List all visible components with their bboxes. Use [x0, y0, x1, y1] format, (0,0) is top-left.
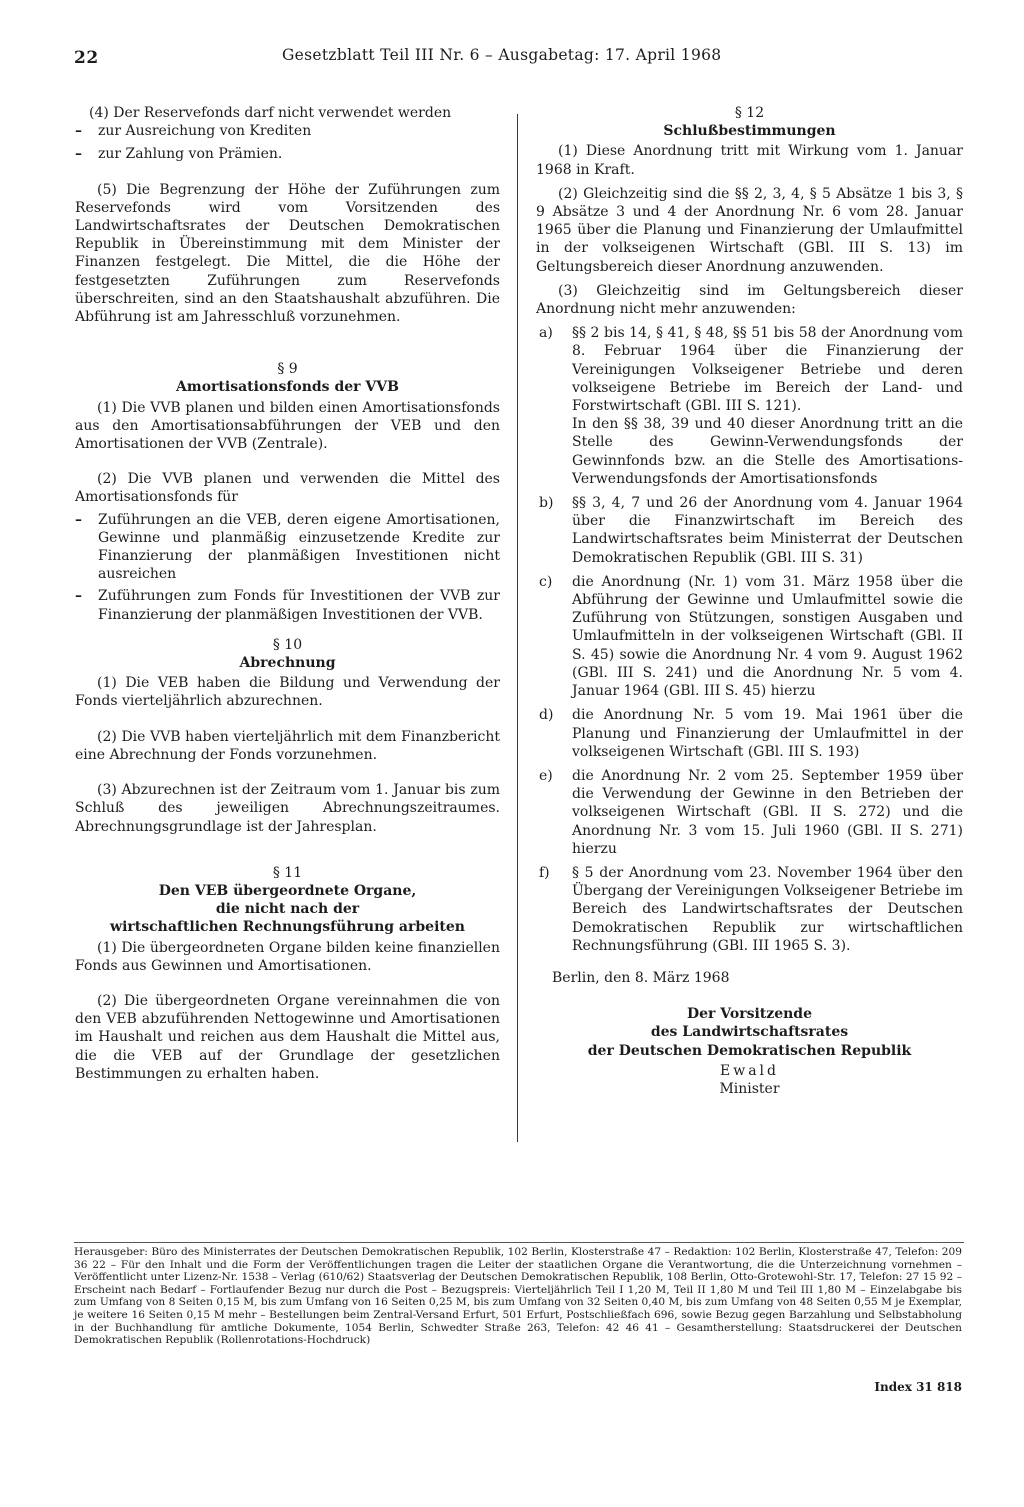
- signer-role: Minister: [719, 1080, 780, 1097]
- list-letter: a): [539, 325, 553, 342]
- section-12-paragraph-2: (2) Gleichzeitig sind die §§ 2, 3, 4, § 5 Absätze 1 bis 3, § 9 Absätze 3 und 4 der Anordnung Nr. 6 vom 28. Januar 1965 über die Planung und Finanzierung der Umlaufmittel in der volkseigenen Wirtschaft (GBl. III S. 13) im Geltungsbereich dieser Anordnung anzuwenden.: [536, 185, 963, 275]
- list-item-a-note: In den §§ 38, 39 und 40 dieser Anordnung tritt an die Stelle des Gewinn-Verwendungsfonds der Gewinnfonds bzw. an die Stelle des Amortisations-Verwendungsfonds der Amortisationsfonds: [572, 416, 963, 487]
- dash-bullet: –: [75, 123, 82, 140]
- list-item-b: b) §§ 3, 4, 7 und 26 der Anordnung vom 4. Januar 1964 über die Finanzwirtschaft im Bereich des Landwirtschaftsrates beim Ministerrat der Deutschen Demokratischen Republik (GBl. III S. 31): [539, 495, 963, 566]
- list-item-c: c) die Anordnung (Nr. 1) vom 31. März 1958 über die Abführung der Gewinne und Umlaufmittel sowie die Zuführung von Stützungen, sonstigen Ausgaben und Umlaufmitteln in der volkseigenen Wirtschaft (GBl. II S. 45) sowie die Anordnung Nr. 4 vom 9. August 1962 (GBl. III S. 241) und die Anordnung Nr. 5 vom 4. Januar 1964 (GBl. III S. 45) hierzu: [539, 573, 963, 700]
- publisher-imprint: Herausgeber: Büro des Ministerrates der Deutschen Demokratischen Republik, 102 Berlin, Klosterstraße 47 – Redaktion: 102 Berlin, Klosterstraße 47, Telefon: 209 36 22 – Für den Inhalt und die Form der Veröffentlichungen tragen die Leiter der staatlichen Organe die Verantwortung, die die Unterzeichnung vornehmen – Veröffentlicht unter Lizenz-Nr. 1538 – Verlag (610/62) Staatsverlag der Deutschen Demokratischen Republik, 108 Berlin, Otto-Grotewohl-Str. 17, Telefon: 27 15 92 – Erscheint nach Bedarf – Fortlaufender Bezug nur durch die Post – Bezugspreis: Vierteljährlich Teil I 1,20 M, Teil II 1,80 M und Teil III 1,80 M – Einzelabgabe bis zum Umfang von 8 Seiten 0,15 M, bis zum Umfang von 16 Seiten 0,25 M, bis zum Umfang von 32 Seiten 0,40 M, bis zum Umfang von 48 Seiten 0,55 M je Exemplar, je weitere 16 Seiten 0,15 M mehr – Bestellungen beim Zentral-Versand Erfurt, 501 Erfurt, Postschließfach 696, sowie Bezug gegen Barzahlung und Selbstabholung in der Buchhandlung für amtliche Dokumente, 1054 Berlin, Schwedter Straße 263, Telefon: 42 46 41 – Gesamtherstellung: Staatsdruckerei der Deutschen Demokratischen Republik (Rollenrotations-Hochdruck): [74, 1246, 962, 1347]
- section-12-paragraph-3-intro: (3) Gleichzeitig sind im Geltungsbereich dieser Anordnung nicht mehr anzuwenden:: [536, 282, 963, 318]
- section-9-title: Amortisationsfonds der VVB: [176, 379, 399, 396]
- section-10-number: § 10: [272, 636, 303, 653]
- list-item: – Zuführungen an die VEB, deren eigene Amortisationen, Gewinne und planmäßig einzusetzende Kredite zur Finanzierung der planmäßigen Investitionen nicht ausreichen: [75, 511, 500, 583]
- section-10-title: Abrechnung: [239, 655, 336, 672]
- list-letter: f): [539, 864, 550, 881]
- dash-bullet: –: [75, 511, 82, 528]
- section-9-number: § 9: [277, 361, 298, 378]
- signer-line-2: des Landwirtschaftsrates: [650, 1024, 849, 1041]
- section-12-number: § 12: [734, 105, 765, 121]
- signer-line-1: Der Vorsitzende: [687, 1006, 812, 1023]
- signature-block: [536, 1005, 963, 1098]
- paragraph-4-intro: (4) Der Reservefonds darf nicht verwendet werden: [89, 105, 452, 121]
- list-item-e: e) die Anordnung Nr. 2 vom 25. September 1959 über die Verwendung der Gewinne in den Betrieben der volkseigenen Wirtschaft (GBl. II S. 272) und die Anordnung Nr. 3 vom 15. Juli 1960 (GBl. II S. 271) hierzu: [539, 767, 963, 857]
- list-letter: e): [539, 767, 553, 784]
- dash-bullet: –: [75, 146, 82, 163]
- running-title: Gesetzblatt Teil III Nr. 6 – Ausgabetag: 17. April 1968: [282, 46, 722, 64]
- place-and-date: Berlin, den 8. März 1968: [552, 969, 730, 986]
- section-12-paragraph-1: (1) Diese Anordnung tritt mit Wirkung vom 1. Januar 1968 in Kraft.: [536, 143, 963, 178]
- section-11-paragraph-1: (1) Die übergeordneten Organe bilden keine finanziellen Fonds aus Gewinnen und Amortisationen.: [75, 939, 500, 974]
- index-number: Index 31 818: [874, 1380, 962, 1394]
- list-item-a: a) §§ 2 bis 14, § 41, § 48, §§ 51 bis 58 der Anordnung vom 8. Februar 1964 über die Finanzierung der Vereinigungen Volkseigener Betriebe und deren volkseigene Betriebe im Bereich der Land- und Forstwirtschaft (GBl. III S. 121). In den §§ 38, 39 und 40 dieser Anordnung tritt an die Stelle des Gewinn-Verwendungsfonds der Gewinnfonds bzw. an die Stelle des Amortisations-Verwendungsfonds der Amortisationsfonds: [539, 325, 963, 487]
- section-11-paragraph-2: (2) Die übergeordneten Organe vereinnahmen die von den VEB abzuführenden Nettogewinne und Amortisationen im Haushalt und reichen aus dem Haushalt die Mittel aus, die die VEB auf der Grundlage der gesetzlichen Bestimmungen zu erhalten haben.: [75, 992, 500, 1082]
- list-item-f: f) § 5 der Anordnung vom 23. November 1964 über den Übergang der Vereinigungen Volkseigener Betriebe im Bereich des Landwirtschaftsrates der Deutschen Demokratischen Republik zur wirtschaftlichen Rechnungsführung (GBl. III 1965 S. 3).: [539, 864, 963, 954]
- section-10-paragraph-3: (3) Abzurechnen ist der Zeitraum vom 1. Januar bis zum Schluß des jeweiligen Abrechnungszeitraumes. Abrechnungsgrundlage ist der Jahresplan.: [75, 782, 500, 835]
- list-letter: b): [539, 495, 554, 512]
- list-letter: d): [539, 707, 554, 724]
- list-letter: c): [539, 573, 553, 590]
- signer-name: Ewald: [720, 1062, 779, 1079]
- left-column: [75, 104, 500, 1083]
- list-item-d: d) die Anordnung Nr. 5 vom 19. Mai 1961 über die Planung und Finanzierung der Umlaufmittel in der volkseigenen Wirtschaft (GBl. III S. 193): [539, 707, 963, 760]
- section-9-paragraph-1: (1) Die VVB planen und bilden einen Amortisationsfonds aus den Amortisationsabführungen der VEB und den Amortisationen der VVB (Zentrale).: [75, 399, 500, 453]
- footer-rule: [74, 1242, 964, 1243]
- column-divider: [517, 114, 518, 1142]
- section-9-paragraph-2-intro: (2) Die VVB planen und verwenden die Mittel des Amortisationsfonds für: [75, 471, 500, 506]
- section-12-title: Schlußbestimmungen: [663, 123, 836, 140]
- section-11-number: § 11: [272, 864, 303, 881]
- section-10-paragraph-1: (1) Die VEB haben die Bildung und Verwendung der Fonds vierteljährlich abzurechnen.: [75, 675, 500, 710]
- section-11-title-line-2: die nicht nach der: [215, 901, 360, 918]
- page-number: 22: [74, 48, 99, 68]
- paragraph-5: (5) Die Begrenzung der Höhe der Zuführungen zum Reservefonds wird vom Vorsitzenden des Landwirtschaftsrates der Deutschen Demokratischen Republik in Übereinstimmung mit dem Minister der Finanzen festgelegt. Die Mittel, die die Höhe der festgesetzten Zuführungen zum Reservefonds überschreiten, sind an den Staatshaushalt abzuführen. Die Abführung ist am Jahresschluß vorzunehmen.: [75, 181, 500, 326]
- section-10-paragraph-2: (2) Die VVB haben vierteljährlich mit dem Finanzbericht eine Abrechnung der Fonds vorzunehmen.: [75, 728, 500, 763]
- list-item: – zur Ausreichung von Krediten: [75, 123, 312, 140]
- list-item: – Zuführungen zum Fonds für Investitionen der VVB zur Finanzierung der planmäßigen Investitionen der VVB.: [75, 588, 500, 623]
- section-11-title-line-1: Den VEB übergeordnete Organe,: [158, 882, 417, 899]
- dash-bullet: –: [75, 588, 82, 605]
- section-11-title-line-3: wirtschaftlichen Rechnungsführung arbeiten: [110, 919, 465, 936]
- signer-line-3: der Deutschen Demokratischen Republik: [587, 1042, 912, 1059]
- right-column: [536, 104, 963, 1098]
- list-item: – zur Zahlung von Prämien.: [75, 146, 283, 163]
